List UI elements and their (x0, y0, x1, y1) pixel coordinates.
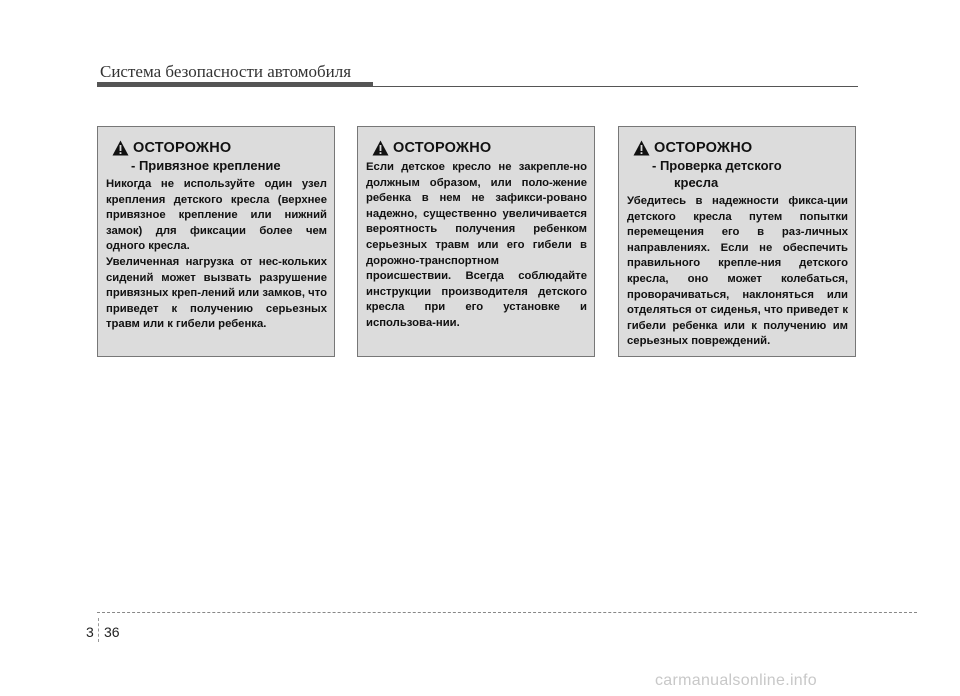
warning-title: ОСТОРОЖНО (133, 140, 232, 156)
chapter-number: 3 (86, 624, 94, 640)
warning-subtitle: - Проверка детского (652, 158, 782, 173)
watermark: carmanualsonline.info (655, 672, 817, 689)
warning-title: ОСТОРОЖНО (654, 140, 753, 156)
warning-paragraph: Убедитесь в надежности фикса-ции детского кресла путем попытки перемещения его в раз-личных направлениях. Если не обеспечить правильного крепле-ния детского кресла, оно может колебаться, проворачиваться, наклоняться или отделяться от сиденья, что приведет к гибели ребенка или к получению им серьезных повреждений. (627, 195, 848, 348)
page-number: 36 (104, 624, 120, 640)
warning-panel-tether (97, 126, 335, 357)
warning-body (366, 160, 587, 332)
warning-header (366, 139, 587, 157)
warning-triangle-icon (112, 140, 129, 156)
warning-subtitle: - Привязное крепление (131, 158, 281, 173)
warning-triangle-icon (372, 140, 389, 156)
warning-title: ОСТОРОЖНО (393, 140, 492, 156)
page-number-separator (98, 618, 99, 642)
warning-header (106, 139, 327, 157)
warning-header (627, 139, 848, 157)
warning-body (627, 194, 848, 350)
warning-body (106, 177, 327, 333)
page-header-title: Система безопасности автомобиля (100, 62, 352, 81)
warning-triangle-icon (633, 140, 650, 156)
footer-divider (97, 612, 917, 613)
warning-panel-check (618, 126, 856, 357)
warning-panel-installation (357, 126, 595, 357)
warning-subtitle: кресла (674, 175, 719, 190)
header-rule (97, 86, 858, 87)
warning-paragraph: Увеличенная нагрузка от нес-кольких сидений может вызвать разрушение привязных креп-лений или замков, что приведет к получению серьезных травм или к гибели ребенка. (106, 255, 327, 331)
warning-paragraph: Никогда не используйте один узел крепления детского кресла (верхнее привязное крепление или нижний замок) для фиксации более чем одного кресла. (106, 178, 327, 253)
warning-paragraph: Если детское кресло не закрепле-но должным образом, или поло-жение ребенка в нем не зафикси-ровано надежно, существенно увеличивается вероятность получения ребенком серьезных травм или его гибели в дорожно-транспортном происшествии. Всегда соблюдайте инструкции производителя детского кресла при его установке и использова-нии. (366, 161, 587, 329)
